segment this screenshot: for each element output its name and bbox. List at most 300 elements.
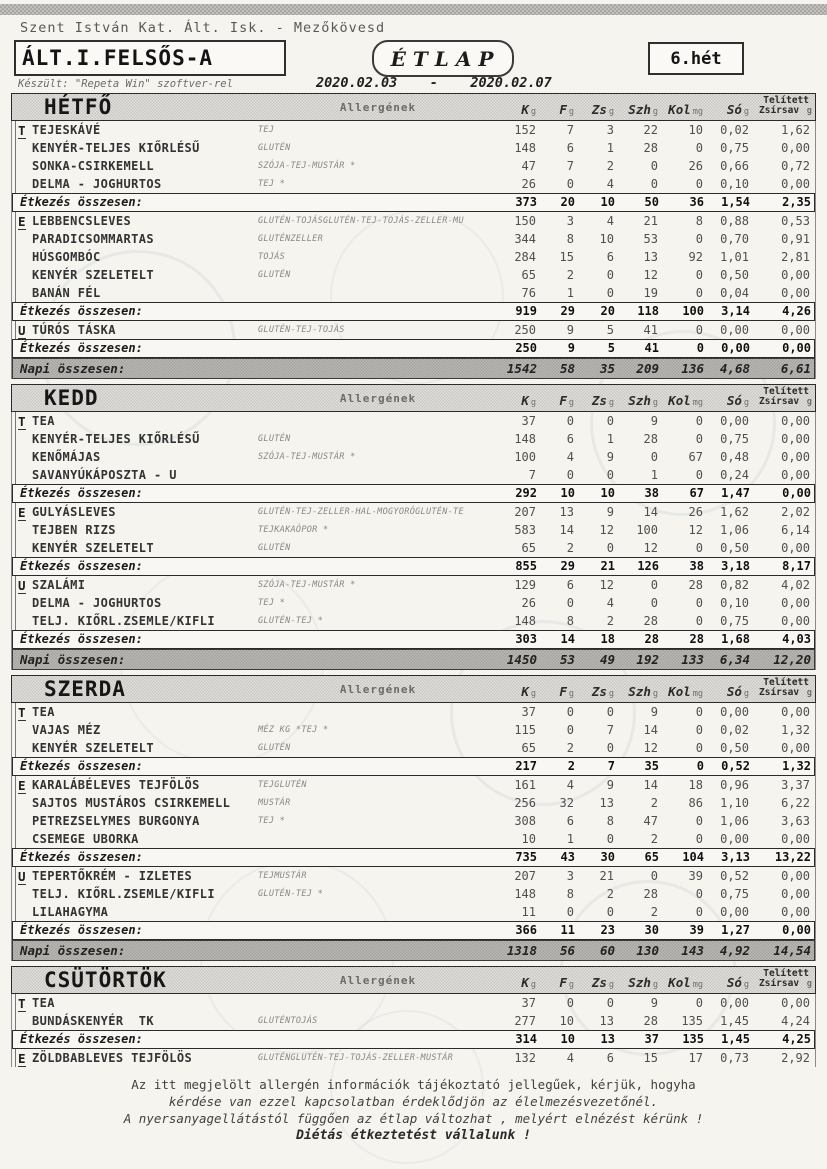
nutrient-value: 1 bbox=[566, 832, 574, 846]
nutrient-value: 2 bbox=[566, 741, 574, 755]
dish-allergens: MUSTÁR bbox=[258, 798, 291, 808]
nutrient-value: 20 bbox=[560, 195, 575, 209]
dish-row bbox=[12, 448, 815, 466]
nutrient-value: 30 bbox=[644, 923, 659, 937]
nutrient-value: 0 bbox=[695, 723, 703, 737]
nutrient-value: 0 bbox=[695, 614, 703, 628]
nutrient-value: 1,45 bbox=[721, 1032, 750, 1046]
dish-allergens bbox=[258, 903, 498, 921]
dish-row bbox=[12, 539, 815, 557]
nutrient-value: 0,48 bbox=[720, 450, 749, 464]
dish-row bbox=[12, 266, 815, 284]
nutrient-value: 8 bbox=[566, 614, 574, 628]
dish-allergens: GLUTÉN-TEJ * bbox=[258, 889, 324, 899]
nutrient-value: 1,32 bbox=[781, 723, 810, 737]
meal-total-label: Étkezés összesen: bbox=[20, 559, 143, 573]
nutrient-value: 0,50 bbox=[720, 268, 749, 282]
nutrient-value: 14 bbox=[560, 632, 575, 646]
column-header-zs: Zs g bbox=[591, 684, 614, 699]
nutrient-value: 192 bbox=[636, 652, 659, 667]
nutrient-value: 7 bbox=[528, 468, 536, 482]
meal-code-cell bbox=[15, 1049, 32, 1067]
meal-total-row bbox=[12, 193, 815, 212]
nutrient-value: 135 bbox=[682, 1032, 704, 1046]
nutrient-value: 2 bbox=[606, 887, 614, 901]
nutrient-value: 22 bbox=[643, 123, 658, 137]
nutrient-value: 0,02 bbox=[720, 123, 749, 137]
nutrient-value: 0,04 bbox=[720, 286, 749, 300]
nutrient-value: 0 bbox=[606, 541, 614, 555]
nutrient-value: 2 bbox=[650, 905, 658, 919]
nutrient-value: 11 bbox=[560, 923, 575, 937]
day-header bbox=[11, 675, 816, 703]
dish-allergens: GLUTÉN bbox=[258, 543, 291, 553]
nutrient-value: 21 bbox=[643, 214, 658, 228]
nutrient-value: 0,00 bbox=[781, 832, 810, 846]
nutrient-value: 12 bbox=[599, 578, 614, 592]
meal-code-cell bbox=[15, 703, 32, 721]
nutrient-value: 104 bbox=[682, 850, 704, 864]
nutrient-value: 0,00 bbox=[782, 923, 811, 937]
nutrient-value: 1,68 bbox=[721, 632, 750, 646]
nutrient-value: 65 bbox=[521, 741, 536, 755]
nutrient-value: 0,75 bbox=[720, 614, 749, 628]
footer-line: kérdése van ezzel kapcsolatban érdeklődjön az élelmezésvezetőnél. bbox=[168, 1094, 659, 1109]
meal-total-label: Étkezés összesen: bbox=[20, 850, 143, 864]
nutrient-value: 6 bbox=[606, 250, 614, 264]
meal-total-row bbox=[12, 302, 815, 321]
meal-code-cell bbox=[15, 903, 32, 921]
nutrient-value: 56 bbox=[559, 943, 575, 958]
nutrient-value: 0 bbox=[566, 905, 574, 919]
column-header-zs: Zs g bbox=[591, 393, 614, 408]
nutrient-value: 4 bbox=[606, 214, 614, 228]
nutrient-value: 0,00 bbox=[782, 486, 811, 500]
day-table bbox=[11, 384, 816, 670]
nutrient-value: 18 bbox=[688, 778, 703, 792]
nutrient-value: 65 bbox=[521, 541, 536, 555]
dish-name: TEJESKÁVÉ bbox=[32, 123, 101, 137]
nutrient-value: 292 bbox=[515, 486, 537, 500]
day-rows bbox=[11, 703, 816, 961]
dish-row bbox=[12, 776, 815, 794]
nutrient-value: 13 bbox=[599, 796, 614, 810]
nutrient-value: 4,92 bbox=[719, 943, 750, 958]
nutrient-value: 0,00 bbox=[781, 450, 810, 464]
document-title-box bbox=[372, 40, 514, 77]
nutrient-value: 29 bbox=[560, 559, 575, 573]
column-header-allergens: Allergének bbox=[339, 391, 417, 405]
dish-row bbox=[12, 721, 815, 739]
dish-allergens bbox=[258, 466, 498, 484]
footer-line: Diétás étkeztetést vállalunk ! bbox=[296, 1128, 531, 1143]
nutrient-value: 148 bbox=[514, 141, 536, 155]
menu-days bbox=[11, 93, 816, 1144]
nutrient-value: 5 bbox=[607, 341, 615, 355]
meal-code: E bbox=[18, 505, 26, 520]
nutrient-value: 92 bbox=[688, 250, 703, 264]
nutrient-value: 12 bbox=[599, 523, 614, 537]
meal-code-cell bbox=[15, 230, 32, 248]
nutrient-value: 0 bbox=[566, 705, 574, 719]
nutrient-value: 2,02 bbox=[781, 505, 810, 519]
nutrient-value: 0,00 bbox=[720, 905, 749, 919]
nutrient-value: 0 bbox=[566, 723, 574, 737]
nutrient-value: 3,13 bbox=[721, 850, 750, 864]
nutrient-value: 9 bbox=[606, 505, 614, 519]
dish-allergens: SZÓJA-TEJ-MUSTÁR * bbox=[258, 452, 356, 462]
nutrient-value: 3,37 bbox=[781, 778, 810, 792]
dish-name: TELJ. KIŐRL.ZSEMLE/KIFLI bbox=[32, 614, 215, 628]
dish-allergens: TEJMUSTÁR bbox=[258, 871, 307, 881]
column-header-kol: Kol mg bbox=[668, 393, 703, 408]
meal-code-cell bbox=[15, 812, 32, 830]
week-label: 6.hét bbox=[670, 48, 722, 69]
column-header-f: F g bbox=[559, 684, 574, 699]
nutrient-value: 1,06 bbox=[720, 814, 749, 828]
dish-row bbox=[12, 703, 815, 721]
dish-allergens: TEJ bbox=[258, 125, 275, 135]
day-total-label: Napi összesen: bbox=[20, 943, 126, 958]
nutrient-value: 0 bbox=[695, 905, 703, 919]
nutrient-value: 0,00 bbox=[782, 341, 811, 355]
dish-row bbox=[12, 521, 815, 539]
nutrient-value: 3 bbox=[566, 869, 574, 883]
dish-allergens: TEJ * bbox=[258, 816, 286, 826]
dish-row bbox=[12, 794, 815, 812]
footer-notes bbox=[11, 1076, 816, 1144]
nutrient-value: 3 bbox=[606, 123, 614, 137]
nutrient-value: 37 bbox=[521, 414, 536, 428]
nutrient-value: 12 bbox=[643, 541, 658, 555]
meal-code: U bbox=[18, 323, 26, 338]
nutrient-value: 58 bbox=[559, 361, 575, 376]
nutrient-value: 0 bbox=[695, 832, 703, 846]
meal-code-cell bbox=[15, 466, 32, 484]
nutrient-value: 53 bbox=[559, 652, 575, 667]
dish-allergens: GLUTÉN bbox=[258, 270, 291, 280]
nutrient-value: 118 bbox=[637, 304, 659, 318]
meal-code: E bbox=[18, 214, 26, 229]
nutrient-value: 0,52 bbox=[720, 869, 749, 883]
nutrient-value: 26 bbox=[688, 159, 703, 173]
meal-code-cell bbox=[15, 576, 32, 594]
nutrient-value: 0 bbox=[695, 232, 703, 246]
nutrient-value: 28 bbox=[643, 141, 658, 155]
nutrient-value: 0,50 bbox=[720, 741, 749, 755]
dish-name: KENYÉR-TELJES KIŐRLÉSŰ bbox=[32, 432, 200, 446]
day-name: CSÜTÖRTÖK bbox=[44, 968, 167, 992]
nutrient-value: 9 bbox=[566, 323, 574, 337]
nutrient-value: 32 bbox=[559, 796, 574, 810]
nutrient-value: 86 bbox=[688, 796, 703, 810]
dish-name: KENYÉR SZELETELT bbox=[32, 741, 154, 755]
dish-allergens bbox=[258, 412, 498, 430]
dish-row bbox=[12, 139, 815, 157]
meal-code-cell bbox=[15, 721, 32, 739]
dish-name: BUNDÁSKENYÉR TK bbox=[32, 1014, 154, 1028]
nutrient-value: 12 bbox=[643, 268, 658, 282]
nutrient-value: 4 bbox=[606, 177, 614, 191]
nutrient-value: 0 bbox=[606, 705, 614, 719]
dish-row bbox=[12, 284, 815, 302]
meal-code-cell bbox=[15, 503, 32, 521]
nutrient-value: 0,00 bbox=[781, 323, 810, 337]
nutrient-value: 0 bbox=[695, 414, 703, 428]
day-total-label: Napi összesen: bbox=[20, 361, 126, 376]
nutrient-value: 65 bbox=[521, 268, 536, 282]
nutrient-value: 0,02 bbox=[720, 723, 749, 737]
nutrient-value: 0,00 bbox=[781, 705, 810, 719]
nutrient-value: 0 bbox=[650, 450, 658, 464]
nutrient-value: 0,00 bbox=[781, 414, 810, 428]
meal-code: E bbox=[18, 778, 26, 793]
dish-allergens: GLUTÉN-TEJ * bbox=[258, 616, 324, 626]
dish-name: HÚSGOMBÓC bbox=[32, 250, 101, 264]
nutrient-value: 2 bbox=[650, 832, 658, 846]
nutrient-value: 277 bbox=[514, 1014, 536, 1028]
nutrient-value: 21 bbox=[599, 869, 614, 883]
column-header-k: K g bbox=[521, 684, 536, 699]
nutrient-value: 209 bbox=[636, 361, 659, 376]
nutrient-value: 15 bbox=[559, 250, 574, 264]
dish-row bbox=[12, 212, 815, 230]
nutrient-value: 6 bbox=[566, 578, 574, 592]
dish-allergens: GLUTÉN bbox=[258, 143, 291, 153]
dish-row bbox=[12, 175, 815, 193]
column-header-saturated-fat: Telített Zsírsav g bbox=[759, 968, 812, 990]
nutrient-value: 303 bbox=[515, 632, 537, 646]
dish-row bbox=[12, 830, 815, 848]
nutrient-value: 14 bbox=[643, 778, 658, 792]
nutrient-value: 3,63 bbox=[781, 814, 810, 828]
nutrient-value: 28 bbox=[644, 632, 659, 646]
dish-name: SZALÁMI bbox=[32, 578, 86, 592]
nutrient-value: 10 bbox=[599, 232, 614, 246]
nutrient-value: 0 bbox=[566, 177, 574, 191]
dish-row bbox=[12, 430, 815, 448]
nutrient-value: 583 bbox=[514, 523, 536, 537]
meal-code-cell bbox=[15, 994, 32, 1012]
nutrient-value: 0,00 bbox=[781, 905, 810, 919]
nutrient-value: 207 bbox=[514, 505, 536, 519]
nutrient-value: 36 bbox=[689, 195, 704, 209]
nutrient-value: 17 bbox=[688, 1051, 703, 1065]
nutrient-value: 23 bbox=[600, 923, 615, 937]
nutrient-value: 1,32 bbox=[782, 759, 811, 773]
nutrient-value: 0,00 bbox=[781, 432, 810, 446]
nutrient-value: 39 bbox=[689, 923, 704, 937]
nutrient-value: 0,00 bbox=[720, 996, 749, 1010]
nutrient-value: 0,82 bbox=[720, 578, 749, 592]
nutrient-value: 9 bbox=[606, 778, 614, 792]
nutrient-value: 0 bbox=[695, 705, 703, 719]
nutrient-value: 35 bbox=[599, 361, 615, 376]
day-table bbox=[11, 675, 816, 961]
nutrient-value: 0 bbox=[695, 596, 703, 610]
nutrient-value: 217 bbox=[515, 759, 537, 773]
nutrient-value: 10 bbox=[560, 1032, 575, 1046]
dish-row bbox=[12, 121, 815, 139]
nutrient-value: 0,73 bbox=[720, 1051, 749, 1065]
nutrient-value: 129 bbox=[514, 578, 536, 592]
dish-allergens: GLUTÉN-TOJÁSGLUTÉN-TEJ-TOJÁS-ZELLER-MU bbox=[258, 216, 464, 226]
nutrient-value: 28 bbox=[643, 432, 658, 446]
column-header-f: F g bbox=[559, 975, 574, 990]
meal-code-cell bbox=[15, 284, 32, 302]
nutrient-value: 10 bbox=[560, 486, 575, 500]
nutrient-value: 9 bbox=[606, 450, 614, 464]
nutrient-value: 13 bbox=[643, 250, 658, 264]
dish-row bbox=[12, 994, 815, 1012]
dish-name: KENŐMÁJAS bbox=[32, 450, 101, 464]
dish-allergens bbox=[258, 830, 498, 848]
nutrient-value: 3,18 bbox=[721, 559, 750, 573]
scan-artifact-band bbox=[0, 4, 827, 15]
meal-total-label: Étkezés összesen: bbox=[20, 923, 143, 937]
dish-name: LILAHAGYMA bbox=[32, 905, 109, 919]
nutrient-value: 0,00 bbox=[720, 323, 749, 337]
class-name: ÁLT.I.FELSŐS-A bbox=[22, 46, 214, 70]
nutrient-value: 0 bbox=[695, 141, 703, 155]
nutrient-value: 7 bbox=[606, 723, 614, 737]
nutrient-value: 1,45 bbox=[720, 1014, 749, 1028]
meal-code-cell bbox=[15, 139, 32, 157]
nutrient-value: 0 bbox=[695, 286, 703, 300]
nutrient-value: 28 bbox=[643, 1014, 658, 1028]
nutrient-value: 39 bbox=[688, 869, 703, 883]
nutrient-value: 67 bbox=[688, 450, 703, 464]
nutrient-value: 28 bbox=[688, 578, 703, 592]
nutrient-value: 919 bbox=[515, 304, 537, 318]
dish-name: TEA bbox=[32, 996, 55, 1010]
day-name: SZERDA bbox=[44, 677, 126, 701]
meal-total-label: Étkezés összesen: bbox=[20, 1032, 143, 1046]
dish-row bbox=[12, 739, 815, 757]
nutrient-value: 0 bbox=[606, 741, 614, 755]
nutrient-value: 8 bbox=[695, 214, 703, 228]
nutrient-value: 14 bbox=[643, 723, 658, 737]
nutrient-value: 0,00 bbox=[720, 705, 749, 719]
nutrient-value: 0,52 bbox=[721, 759, 750, 773]
nutrient-value: 0,88 bbox=[720, 214, 749, 228]
dish-name: TEPERTŐKRÉM - IZLETES bbox=[32, 869, 193, 883]
nutrient-value: 43 bbox=[560, 850, 575, 864]
nutrient-value: 0 bbox=[606, 905, 614, 919]
dish-allergens: GLUTÉN-TEJ-TOJÁS bbox=[258, 325, 345, 335]
dish-name: DELMA - JOGHURTOS bbox=[32, 177, 162, 191]
column-header-szh: Szh g bbox=[628, 393, 658, 408]
day-rows bbox=[11, 994, 816, 1067]
meal-code-cell bbox=[15, 248, 32, 266]
meal-total-row bbox=[12, 630, 815, 649]
nutrient-value: 366 bbox=[515, 923, 537, 937]
nutrient-value: 0 bbox=[695, 541, 703, 555]
dish-allergens bbox=[258, 703, 498, 721]
nutrient-value: 0 bbox=[650, 869, 658, 883]
meal-total-row bbox=[12, 757, 815, 776]
nutrient-value: 100 bbox=[636, 523, 658, 537]
meal-code-cell bbox=[15, 1012, 32, 1030]
nutrient-value: 250 bbox=[514, 323, 536, 337]
nutrient-value: 11 bbox=[521, 905, 536, 919]
nutrient-value: 4 bbox=[566, 1051, 574, 1065]
day-total-row bbox=[12, 649, 815, 670]
nutrient-value: 0 bbox=[696, 341, 704, 355]
nutrient-value: 14 bbox=[559, 523, 574, 537]
nutrient-value: 0 bbox=[566, 414, 574, 428]
nutrient-value: 0,00 bbox=[781, 286, 810, 300]
nutrient-value: 10 bbox=[688, 123, 703, 137]
dish-allergens bbox=[258, 994, 498, 1012]
meal-code-cell bbox=[15, 121, 32, 139]
day-rows bbox=[11, 121, 816, 379]
week-box bbox=[648, 42, 744, 75]
nutrient-value: 2 bbox=[650, 796, 658, 810]
nutrient-value: 6,14 bbox=[781, 523, 810, 537]
dish-name: TEA bbox=[32, 414, 55, 428]
nutrient-value: 38 bbox=[689, 559, 704, 573]
nutrient-value: 35 bbox=[644, 759, 659, 773]
dish-row bbox=[12, 157, 815, 175]
nutrient-value: 6 bbox=[566, 814, 574, 828]
nutrient-value: 7 bbox=[607, 759, 615, 773]
nutrient-value: 1,01 bbox=[720, 250, 749, 264]
nutrient-value: 1,54 bbox=[721, 195, 750, 209]
nutrient-value: 1,62 bbox=[720, 505, 749, 519]
nutrient-value: 47 bbox=[643, 814, 658, 828]
meal-code: T bbox=[18, 123, 26, 138]
dish-name: DELMA - JOGHURTOS bbox=[32, 596, 162, 610]
nutrient-value: 13 bbox=[559, 505, 574, 519]
nutrient-value: 0 bbox=[606, 286, 614, 300]
dish-allergens bbox=[258, 284, 498, 302]
nutrient-value: 49 bbox=[599, 652, 615, 667]
meal-total-label: Étkezés összesen: bbox=[20, 632, 143, 646]
nutrient-value: 60 bbox=[599, 943, 615, 958]
meal-total-label: Étkezés összesen: bbox=[20, 759, 143, 773]
column-header-só: Só g bbox=[726, 975, 749, 990]
nutrient-value: 148 bbox=[514, 887, 536, 901]
dish-row bbox=[12, 612, 815, 630]
nutrient-value: 9 bbox=[650, 996, 658, 1010]
nutrient-value: 256 bbox=[514, 796, 536, 810]
nutrient-value: 5 bbox=[606, 323, 614, 337]
meal-code-cell bbox=[15, 612, 32, 630]
nutrient-value: 4,68 bbox=[719, 361, 750, 376]
nutrient-value: 30 bbox=[600, 850, 615, 864]
dish-row bbox=[12, 812, 815, 830]
meal-code-cell bbox=[15, 521, 32, 539]
dish-allergens: GLUTÉN bbox=[258, 743, 291, 753]
nutrient-value: 10 bbox=[600, 486, 615, 500]
nutrient-value: 0 bbox=[606, 832, 614, 846]
dish-name: KARALÁBÉLEVES TEJFÖLÖS bbox=[32, 778, 200, 792]
meal-total-row bbox=[12, 339, 815, 358]
meal-code-cell bbox=[15, 266, 32, 284]
column-header-k: K g bbox=[521, 975, 536, 990]
nutrient-value: 10 bbox=[559, 1014, 574, 1028]
nutrient-value: 28 bbox=[643, 614, 658, 628]
nutrient-value: 0,00 bbox=[720, 832, 749, 846]
nutrient-value: 65 bbox=[644, 850, 659, 864]
dish-name: TÚRÓS TÁSKA bbox=[32, 323, 116, 337]
nutrient-value: 2 bbox=[567, 759, 575, 773]
nutrient-value: 13 bbox=[599, 1014, 614, 1028]
nutrient-value: 4,25 bbox=[782, 1032, 811, 1046]
nutrient-value: 0,00 bbox=[781, 268, 810, 282]
column-header-zs: Zs g bbox=[591, 975, 614, 990]
